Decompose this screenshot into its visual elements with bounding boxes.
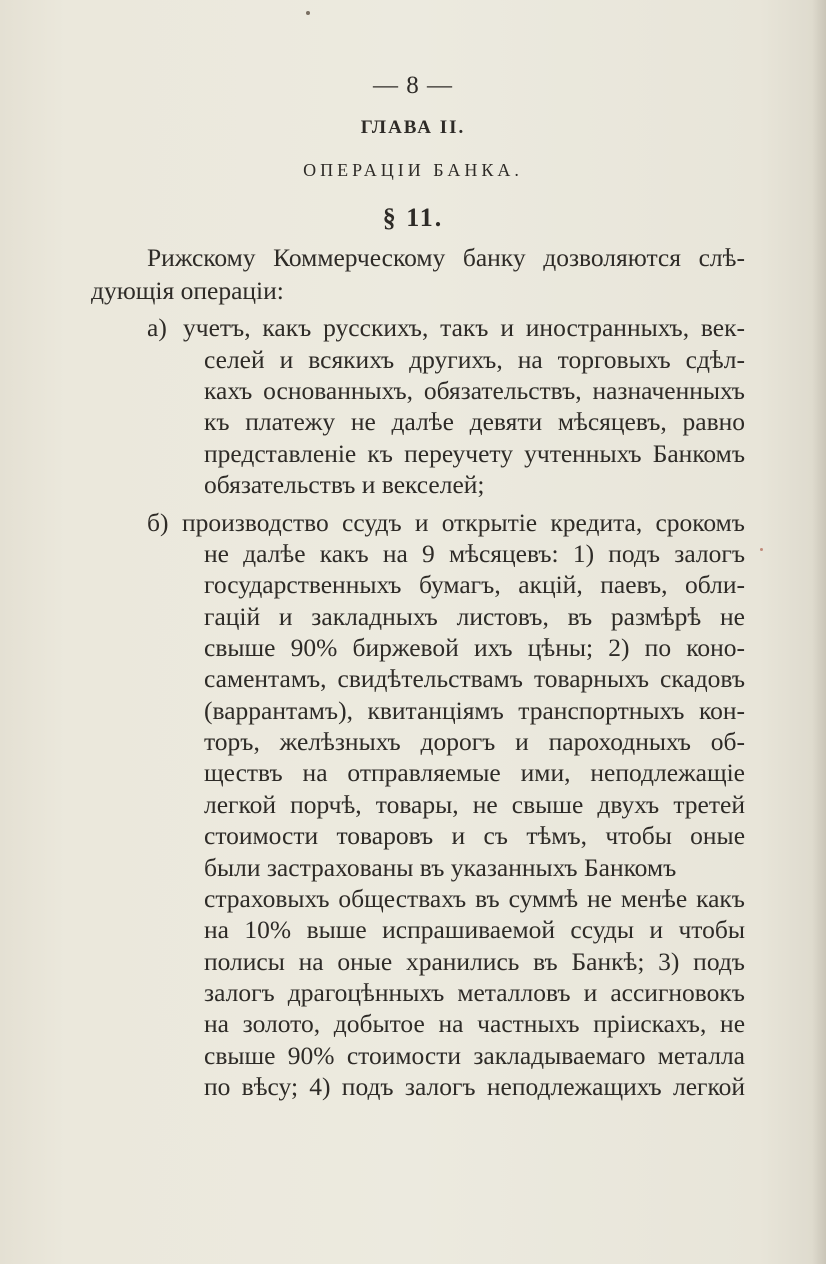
- text-line: гацiй и закладныхъ листовъ, въ размѣрѣ не: [204, 602, 745, 631]
- text-line: (варрантамъ), квитанцiямъ транспортныхъ кон-: [204, 696, 745, 725]
- text-line: къ платежу не далѣе девяти мѣсяцевъ, равно: [204, 407, 746, 436]
- text-line: торъ, желѣзныхъ дорогъ и пароходныхъ об-: [204, 727, 746, 756]
- section-heading: ОПЕРАЦIИ БАНКА.: [303, 160, 523, 180]
- text-line: государственныхъ бумагъ, акцiй, паевъ, обли-: [204, 570, 745, 599]
- text-line: на 10% выше испрашиваемой ссуды и чтобы: [204, 915, 745, 944]
- text-line: свыше 90% стоимости закладываемаго металла: [204, 1041, 745, 1070]
- text-line: представленiе къ переучету учтенныхъ Банкомъ: [204, 439, 745, 468]
- text-line: Рижскому Коммерческому банку дозволяются слѣ-: [147, 243, 745, 272]
- text-line: легкой порчѣ, товары, не свыше двухъ третей: [204, 790, 745, 819]
- text-line: кахъ основанныхъ, обязательствъ, назначенныхъ: [204, 376, 745, 405]
- page-edge-shadow: [812, 0, 826, 1264]
- text-line: страховыхъ обществахъ въ суммѣ не менѣе какъ: [204, 884, 745, 913]
- text-line: были застрахованы въ указанныхъ Банкомъ: [204, 853, 677, 882]
- text-line: на золото, добытое на частныхъ прiискахъ, не: [204, 1009, 746, 1038]
- list-item-label: б): [147, 508, 169, 537]
- text-line: саментамъ, свидѣтельствамъ товарныхъ скадовъ: [204, 664, 746, 693]
- text-line: свыше 90% биржевой ихъ цѣны; 2) по коно-: [204, 633, 745, 662]
- ink-speck: [306, 11, 310, 15]
- text-line: залогъ драгоцѣнныхъ металловъ и ассигновокъ: [204, 978, 745, 1007]
- text-line: ществъ на отправляемые ими, неподлежащiе: [204, 758, 745, 787]
- list-item-label: а): [147, 313, 167, 342]
- text-line: учетъ, какъ русскихъ, такъ и иностранныхъ, век-: [183, 313, 745, 342]
- text-line: полисы на оные хранились въ Банкѣ; 3) подъ: [204, 947, 745, 976]
- paragraph-number: § 11.: [382, 203, 444, 232]
- text-line: по вѣсу; 4) подъ залогъ неподлежащихъ легкой: [204, 1072, 745, 1101]
- text-line: селей и всякихъ другихъ, на торговыхъ сдѣл-: [204, 345, 745, 374]
- text-line: обязательствъ и векселей;: [204, 470, 485, 499]
- page-number: — 8 —: [373, 72, 453, 99]
- text-line: стоимости товаровъ и съ тѣмъ, чтобы оные: [204, 821, 746, 850]
- text-line: производство ссудъ и открытiе кредита, срокомъ: [182, 508, 745, 537]
- ink-speck: [760, 548, 763, 551]
- text-line: не далѣе какъ на 9 мѣсяцевъ: 1) подъ залогъ: [204, 539, 746, 568]
- text-line: дующiя операцiи:: [91, 276, 284, 305]
- chapter-title: ГЛАВА II.: [360, 117, 466, 138]
